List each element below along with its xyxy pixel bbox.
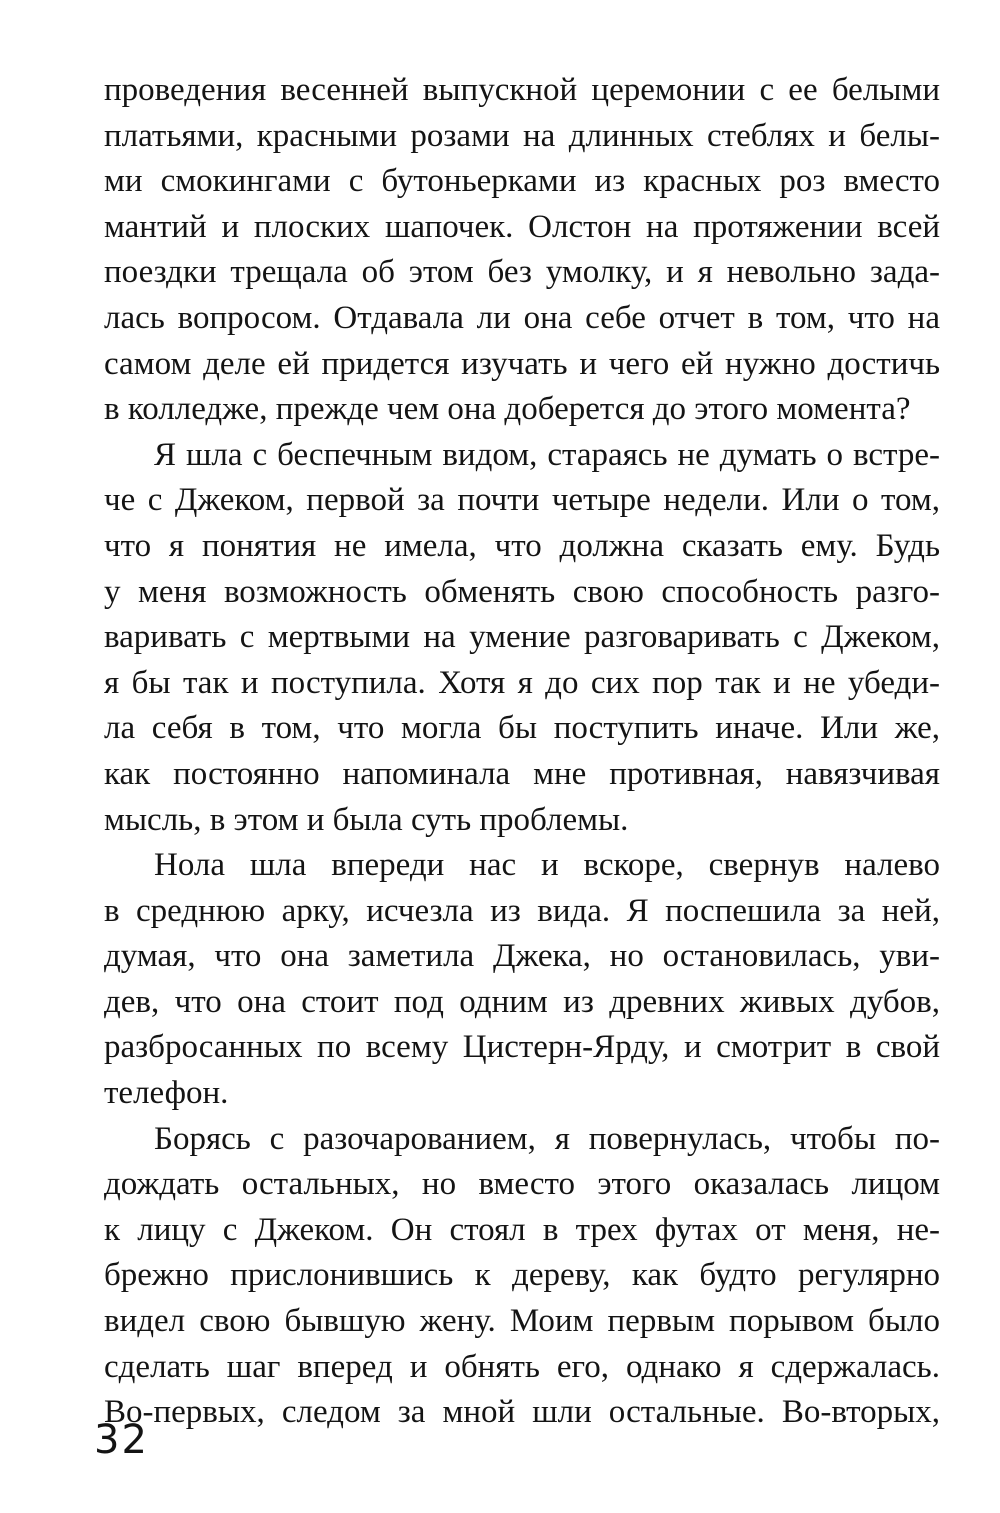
text-line: ми смокингами с бутоньерками из красных роз вместо [104, 163, 940, 200]
text-line: у меня возможность обменять свою способность разго- [104, 573, 940, 610]
text-line: брежно прислонившись к дереву, как будто регулярно [104, 1257, 940, 1294]
text-line: проведения весенней выпускной церемонии с ее белыми [104, 72, 940, 108]
text-line: ла себя в том, что могла бы поступить иначе. Или же, [104, 710, 940, 747]
page-text-body [104, 68, 940, 1468]
text-line: сделать шаг вперед и обнять его, однако я сдержалась. [104, 1348, 940, 1385]
text-line: я бы так и поступила. Хотя я до сих пор так и не убеди- [104, 664, 940, 701]
text-line: поездки трещала об этом без умолку, и я невольно зада- [104, 254, 940, 291]
text-line: дождать остальных, но вместо этого оказалась лицом [104, 1166, 940, 1203]
text-line: дев, что она стоит под одним из древних живых дубов, [104, 983, 940, 1020]
text-line: в колледже, прежде чем она доберется до этого момента? [104, 391, 911, 428]
paragraph-3 [104, 843, 940, 1117]
text-line: лась вопросом. Отдавала ли она себе отчет в том, что на [104, 299, 940, 336]
paragraph-2 [104, 433, 940, 843]
text-line: че с Джеком, первой за почти четыре недели. Или о том, [104, 482, 940, 519]
text-line: Нола шла впереди нас и вскоре, свернув налево [154, 847, 940, 884]
page-number: 32 [94, 1417, 149, 1463]
text-line: мантий и плоских шапочек. Олстон на протяжении всей [104, 208, 940, 245]
text-line: мысль, в этом и была суть проблемы. [104, 801, 629, 838]
paragraph-4 [104, 1117, 940, 1436]
text-line: Борясь с разочарованием, я повернулась, чтобы по- [154, 1120, 940, 1157]
text-line: к лицу с Джеком. Он стоял в трех футах от меня, не- [104, 1211, 940, 1248]
text-line: думая, что она заметила Джека, но остановилась, уви- [104, 938, 940, 975]
text-line: как постоянно напоминала мне противная, навязчивая [104, 755, 940, 792]
text-line: разбросанных по всему Цистерн-Ярду, и смотрит в свой [104, 1029, 940, 1066]
paragraph-1 [104, 68, 940, 433]
text-line: Во-первых, следом за мной шли остальные. Во-вторых, [104, 1394, 940, 1431]
text-line: варивать с мертвыми на умение разговаривать с Джеком, [104, 619, 940, 656]
text-line: самом деле ей придется изучать и чего ей нужно достичь [104, 345, 940, 382]
text-line: видел свою бывшую жену. Моим первым порывом было [104, 1303, 940, 1340]
text-line: в среднюю арку, исчезла из вида. Я поспешила за ней, [104, 892, 940, 929]
text-line: что я понятия не имела, что должна сказать ему. Будь [104, 527, 940, 564]
text-line: Я шла с беспечным видом, стараясь не думать о встре- [154, 436, 940, 473]
text-line: платьями, красными розами на длинных стеблях и белы- [104, 117, 940, 154]
text-line: телефон. [104, 1075, 229, 1112]
